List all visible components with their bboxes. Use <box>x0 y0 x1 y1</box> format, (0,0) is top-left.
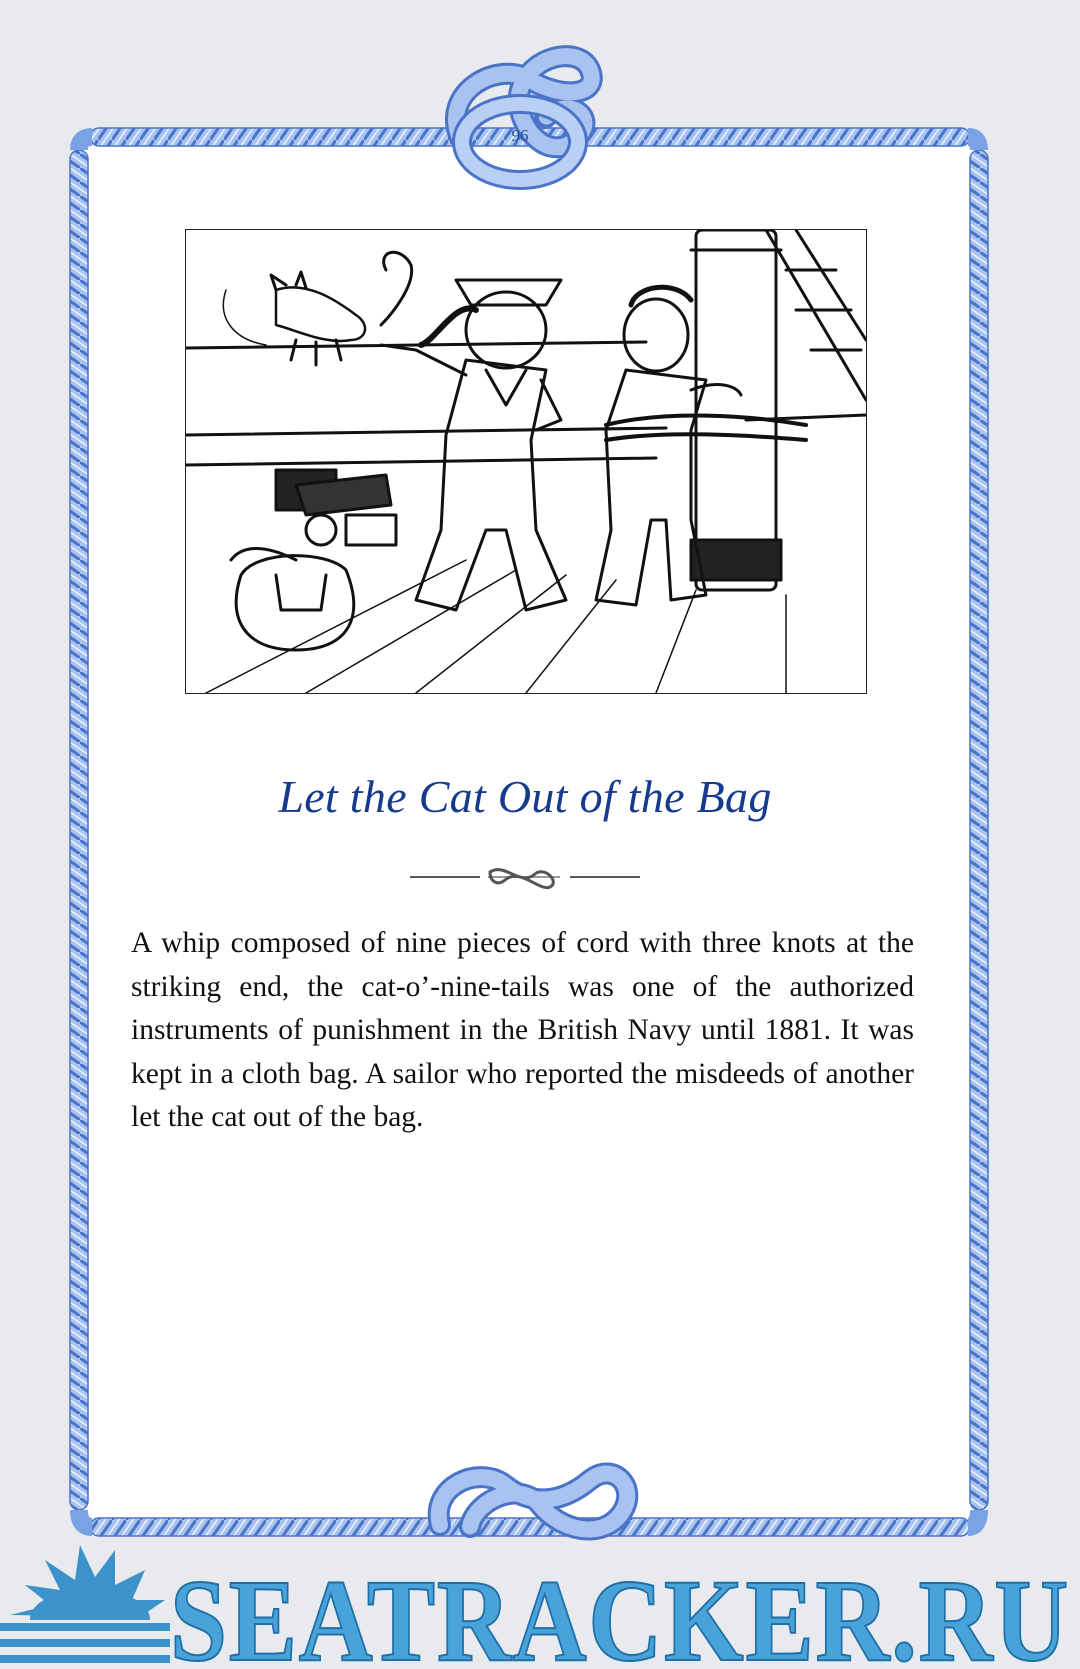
top-knot-icon <box>456 56 592 180</box>
sailor-illustration-icon <box>186 230 866 693</box>
page-title: Let the Cat Out of the Bag <box>278 771 772 822</box>
sun-icon <box>0 1545 170 1663</box>
page-number: 96 <box>511 126 529 145</box>
illustration <box>185 229 867 694</box>
knot-divider <box>410 862 640 892</box>
watermark-text: SEATRACKER.RU <box>170 1555 1070 1669</box>
body-paragraph: A whip composed of nine pieces of cord with three knots at the striking end, the cat-o’-nine-tails was one of the authorized instruments of punishment in the British Navy until 1881. It was kept in a cloth bag. A sailor who reported the misdeeds of another let the cat out of the bag. <box>131 927 914 1133</box>
watermark <box>0 1505 1080 1669</box>
knot-icon <box>488 870 560 888</box>
